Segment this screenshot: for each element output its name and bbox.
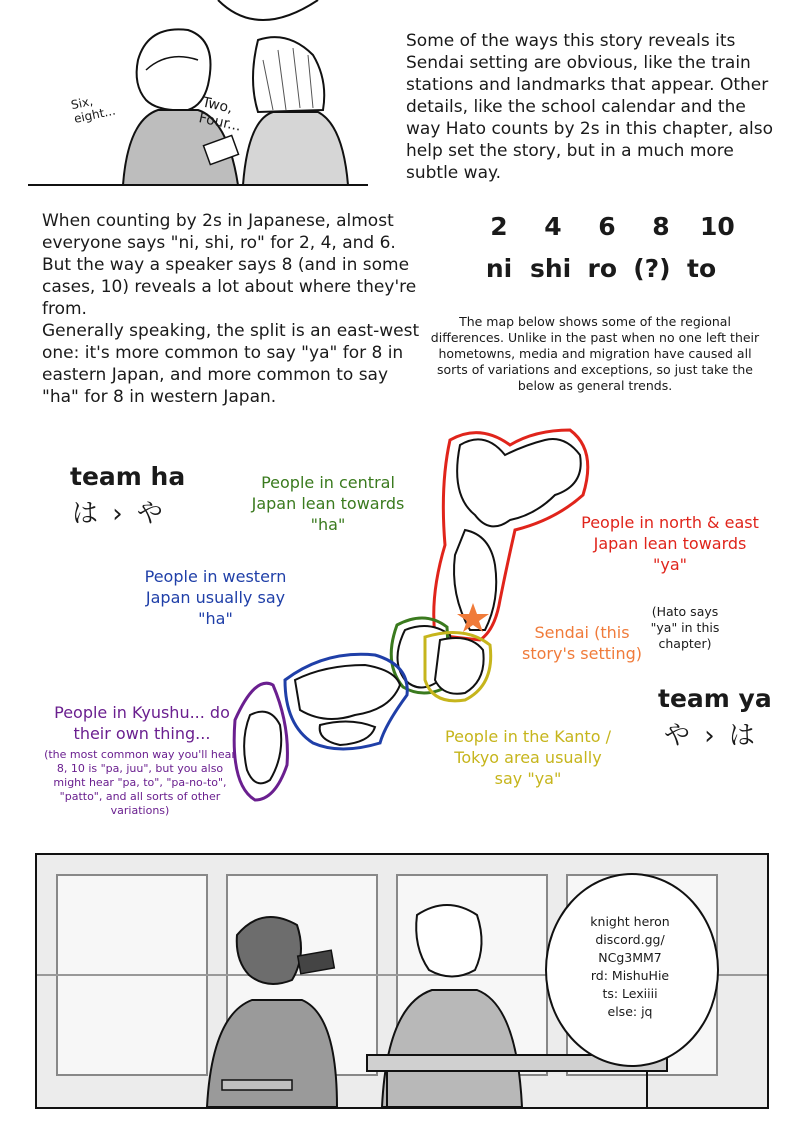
- reading-shi: shi: [530, 254, 572, 283]
- team-ya-title: team ya: [658, 684, 772, 713]
- credit-line-3: NCg3MM7: [598, 950, 662, 965]
- sfx-two-four: Two, Four...: [197, 94, 243, 135]
- reading-ro: ro: [587, 254, 617, 283]
- credit-line-6: else: jq: [607, 1004, 653, 1019]
- label-kyushu: People in Kyushu... do their own thing...: [54, 703, 230, 743]
- credit-line-5: ts: Lexiiii: [602, 986, 658, 1001]
- intro-paragraph: Some of the ways this story reveals its Sendai setting are obvious, like the train stations and landmarks that appear. Other details, like the school calendar and the way Hato counts by 2s in this chapter, also help set the story, but in a much more subtle way.: [406, 31, 773, 183]
- label-central: People in central Japan lean towards "ha": [251, 473, 405, 534]
- reading-unknown: (?): [633, 254, 671, 283]
- reading-row: [484, 254, 717, 283]
- counting-paragraph-2: Generally speaking, the split is an east-west one: it's more common to say "ya" for 8 in eastern Japan, and more common to say "ha" for 8 in western Japan.: [42, 321, 420, 407]
- reading-ni: ni: [485, 254, 513, 283]
- label-sendai: Sendai (this story's setting): [522, 623, 642, 663]
- credits-text: [557, 913, 703, 1021]
- credit-line-4: rd: MishuHie: [590, 968, 670, 983]
- team-ha-title: team ha: [70, 462, 186, 491]
- label-north-east: People in north & east Japan lean towards "ya": [581, 513, 759, 574]
- label-western: People in western Japan usually say "ha": [144, 567, 287, 628]
- team-ya-kana: や › は: [664, 721, 758, 751]
- map-kanto: [435, 638, 484, 694]
- counting-paragraph-1: When counting by 2s in Japanese, almost everyone says "ni, shi, ro" for 2, 4, and 6. But the way a speaker says 8 (and in some cases, 10) reveals a lot about where they're from.: [42, 211, 417, 319]
- map-western: [295, 665, 400, 719]
- map-hokkaido: [457, 439, 581, 526]
- sfx-six-eight: Six, eight...: [69, 93, 117, 126]
- credit-line-2: discord.gg/: [595, 932, 665, 947]
- number-4: 4: [544, 212, 562, 241]
- reading-to: to: [687, 254, 717, 283]
- label-kanto: People in the Kanto / Tokyo area usually say "ya": [445, 727, 611, 788]
- bottom-panel: [35, 853, 769, 1109]
- map-note: The map below shows some of the regional differences. Unlike in the past when no one left their hometowns, media and migration have caused all sorts of variations and exceptions, so just take the below as general trends.: [430, 314, 760, 393]
- map-kyushu: [244, 712, 281, 784]
- number-8: 8: [652, 212, 670, 241]
- map-shikoku: [320, 721, 375, 745]
- top-illustration: [28, 0, 368, 190]
- number-row: [484, 212, 735, 241]
- number-6: 6: [598, 212, 616, 241]
- credit-line-1: knight heron: [590, 914, 670, 929]
- number-10: 10: [700, 212, 735, 241]
- team-ha-kana: は › や: [72, 499, 166, 529]
- hato-note: (Hato says "ya" in this chapter): [650, 604, 720, 651]
- number-2: 2: [490, 212, 508, 241]
- kyushu-note: (the most common way you'll hear 8, 10 is "pa, juu", but you also might hear "pa, to", "pa-no-to", "patto", and all sorts of other variations): [44, 748, 236, 817]
